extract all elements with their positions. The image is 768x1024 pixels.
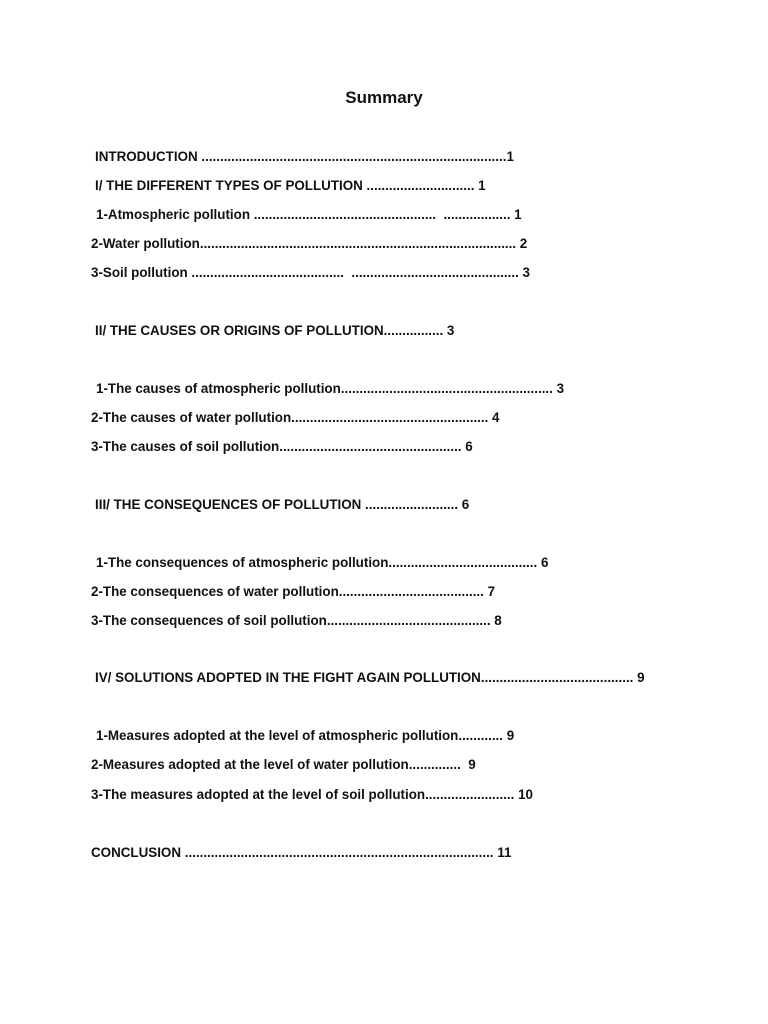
toc-entry-4-2: 2-Measures adopted at the level of water pollution.............. 9 bbox=[91, 757, 476, 772]
toc-entry-1-1: 1-Atmospheric pollution ................................................. .................. 1 bbox=[96, 207, 522, 222]
toc-entry-2-2: 2-The causes of water pollution..................................................... 4 bbox=[91, 410, 500, 425]
toc-entry-4-3: 3-The measures adopted at the level of soil pollution........................ 10 bbox=[91, 787, 533, 802]
toc-entry-3-1: 1-The consequences of atmospheric pollution........................................ 6 bbox=[96, 555, 549, 570]
toc-entry-1-3: 3-Soil pollution ......................................... ............................................. 3 bbox=[91, 265, 530, 280]
page-title: Summary bbox=[345, 88, 423, 107]
toc-entry-section-2: II/ THE CAUSES OR ORIGINS OF POLLUTION................ 3 bbox=[95, 323, 455, 338]
toc-entry-3-2: 2-The consequences of water pollution....................................... 7 bbox=[91, 584, 496, 599]
toc-entry-3-3: 3-The consequences of soil pollution............................................ 8 bbox=[91, 613, 502, 628]
toc-entry-introduction: INTRODUCTION ..................................................................................1 bbox=[95, 149, 514, 164]
toc-entry-section-4: IV/ SOLUTIONS ADOPTED IN THE FIGHT AGAIN POLLUTION......................................... 9 bbox=[95, 670, 645, 685]
toc-entry-1-2: 2-Water pollution..................................................................................... 2 bbox=[91, 236, 528, 251]
toc-entry-section-3: III/ THE CONSEQUENCES OF POLLUTION ......................... 6 bbox=[95, 497, 470, 512]
toc-entry-section-1: I/ THE DIFFERENT TYPES OF POLLUTION ............................. 1 bbox=[95, 178, 486, 193]
toc-entry-4-1: 1-Measures adopted at the level of atmospheric pollution............ 9 bbox=[96, 728, 515, 743]
toc-entry-2-1: 1-The causes of atmospheric pollution......................................................... 3 bbox=[96, 381, 565, 396]
toc-entry-conclusion: CONCLUSION ................................................................................... 11 bbox=[91, 845, 512, 860]
toc-entry-2-3: 3-The causes of soil pollution................................................. 6 bbox=[91, 439, 473, 454]
